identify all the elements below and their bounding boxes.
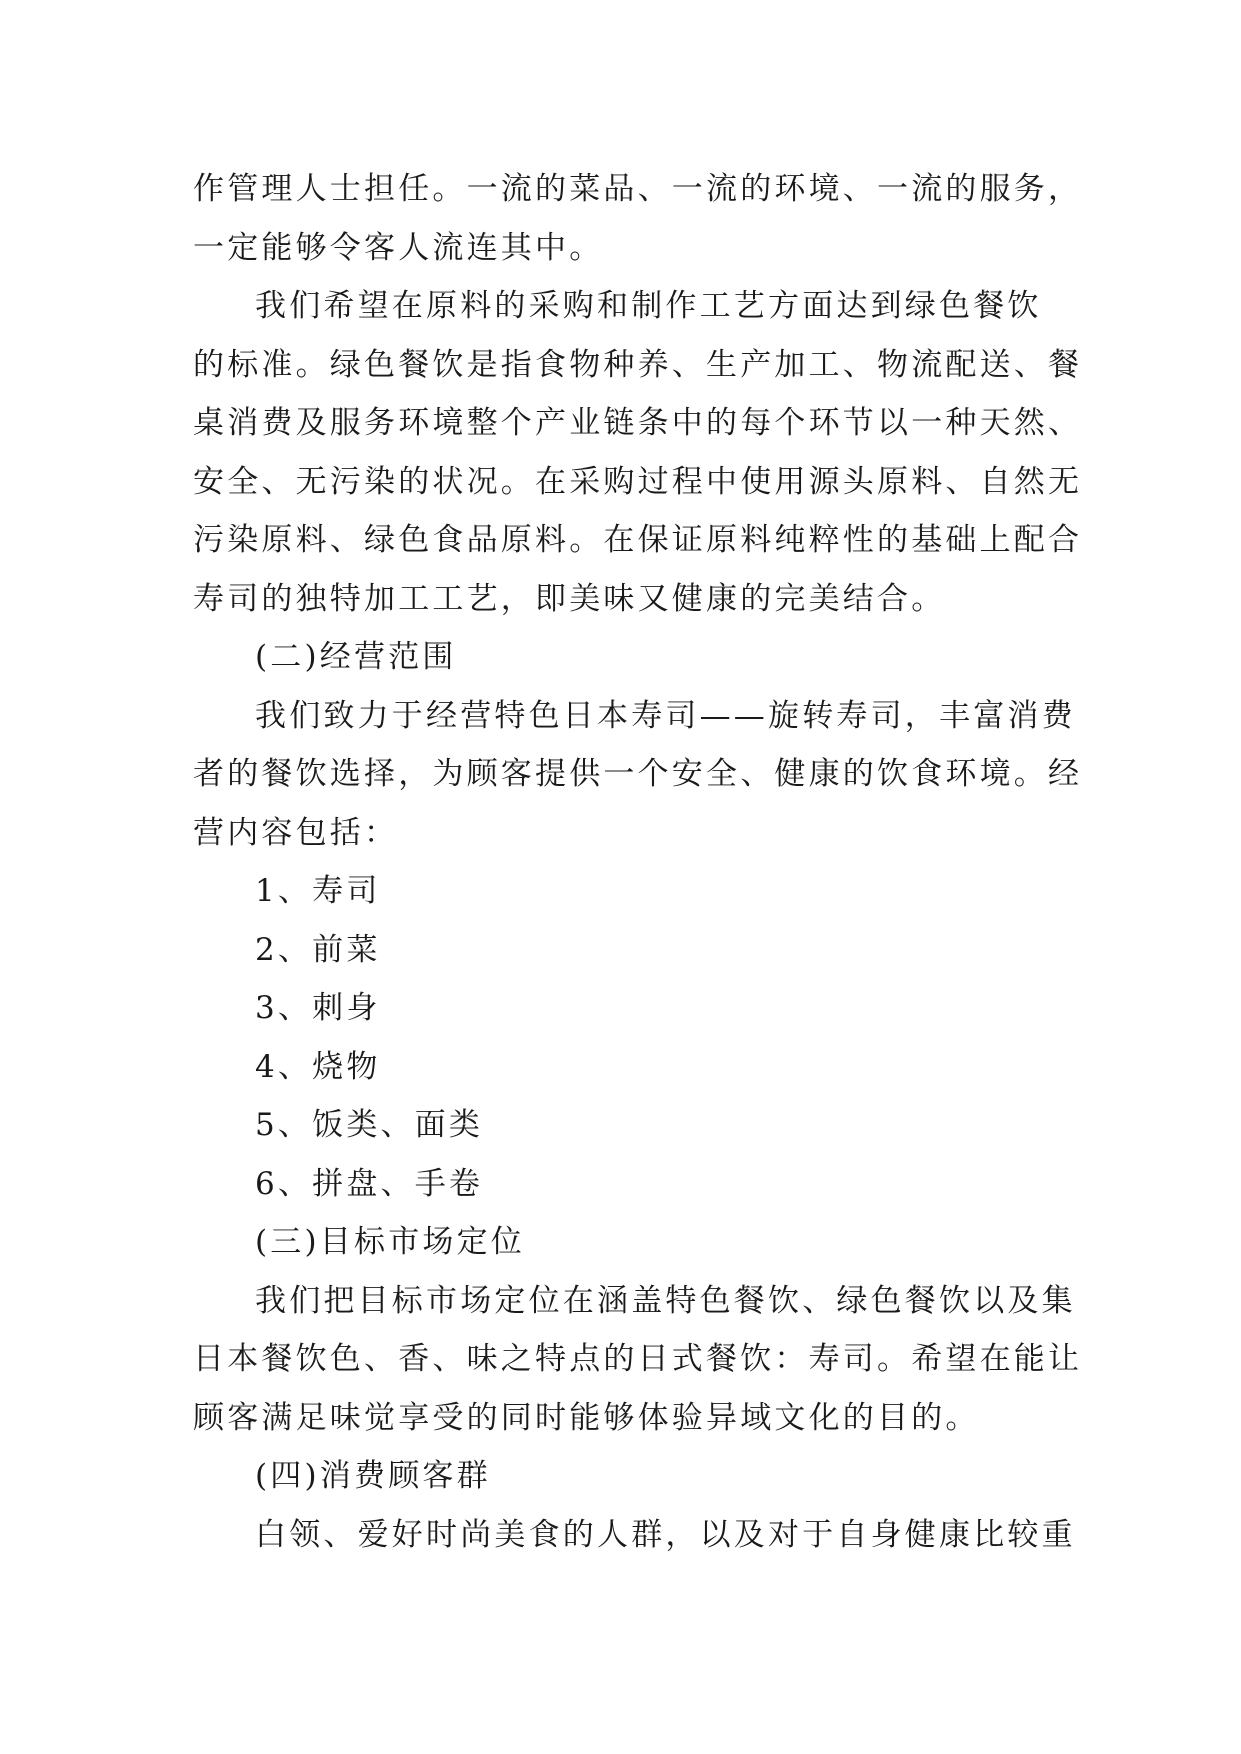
section-heading-customer-group: (四)消费顾客群 [255,1458,491,1494]
list-item: 1、寿司 [255,873,381,909]
paragraph-line: 桌消费及服务环境整个产业链条中的每个环节以一种天然、 [193,405,1083,441]
section-heading-business-scope: (二)经营范围 [255,639,457,675]
paragraph-line: 我们把目标市场定位在涵盖特色餐饮、绿色餐饮以及集 [255,1282,1076,1319]
list-item: 5、饭类、面类 [255,1107,484,1143]
list-item: 4、烧物 [255,1048,381,1085]
paragraph-line: 日本餐饮色、香、味之特点的日式餐饮：寿司。希望在能让 [193,1341,1083,1377]
list-item: 6、拼盘、手卷 [255,1165,484,1202]
paragraph-line: 污染原料、绿色食品原料。在保证原料纯粹性的基础上配合 [193,522,1083,558]
paragraph-line: 我们致力于经营特色日本寿司——旋转寿司，丰富消费 [255,697,1076,734]
paragraph-line: 顾客满足味觉享受的同时能够体验异域文化的目的。 [193,1399,980,1436]
paragraph-line: 营内容包括： [193,814,399,851]
section-heading-target-market: (三)目标市场定位 [255,1224,525,1260]
paragraph-line: 白领、爱好时尚美食的人群，以及对于自身健康比较重 [255,1516,1076,1553]
paragraph-line: 我们希望在原料的采购和制作工艺方面达到绿色餐饮 [255,288,1042,324]
paragraph-line: 作管理人士担任。一流的菜品、一流的环境、一流的服务， [193,171,1083,207]
paragraph-line: 的标准。绿色餐饮是指食物种养、生产加工、物流配送、餐 [193,346,1083,383]
document-body [193,160,1083,1564]
paragraph-line: 一定能够令客人流连其中。 [193,229,604,266]
paragraph-line: 者的餐饮选择，为顾客提供一个安全、健康的饮食环境。经 [193,756,1083,792]
paragraph-line: 安全、无污染的状况。在采购过程中使用源头原料、自然无 [193,463,1083,500]
list-item: 2、前菜 [255,931,381,968]
paragraph-line: 寿司的独特加工工艺，即美味又健康的完美结合。 [193,580,946,617]
list-item: 3、刺身 [255,990,381,1026]
